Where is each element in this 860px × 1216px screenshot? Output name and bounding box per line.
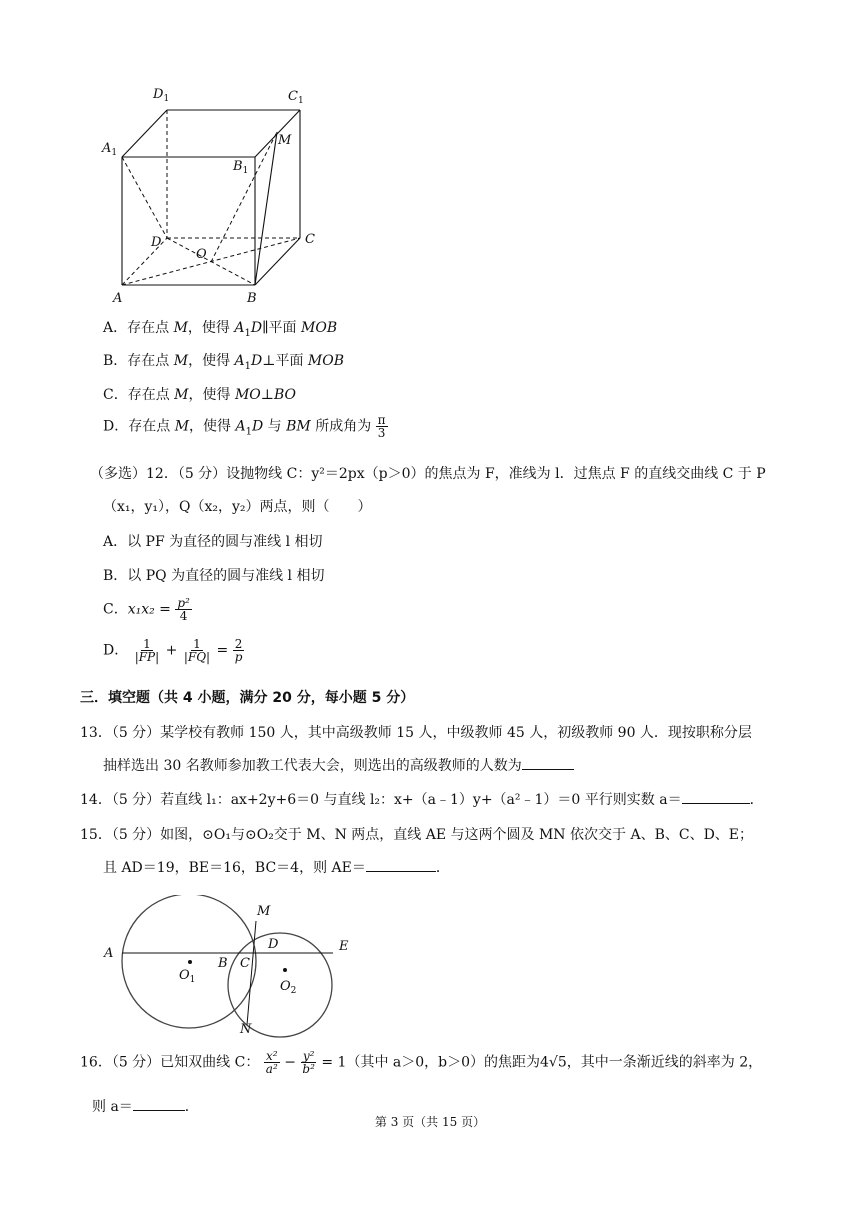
page-footer: 第 3 页（共 15 页） (374, 1115, 486, 1129)
q11-option-b: B．存在点 M，使得 $A_1D\perp$平面 MOB (103, 353, 345, 372)
q11-option-c: C．存在点 M，使得 MO⊥BO (103, 387, 296, 403)
label-o: O (196, 247, 207, 262)
fraction-pi-3: $\frac{\pi}{3}$ (377, 413, 386, 440)
q13-line1: 13．（5 分）某学校有教师 150 人，其中高级教师 15 人，中级教师 45 人，初级教师 90 人．现按职称分层 (80, 725, 752, 741)
fraction-1-fq: $\frac{1}{|FQ|}$ (183, 637, 211, 664)
q12-option-b: B．以 PQ 为直径的圆与准线 l 相切 (103, 568, 325, 584)
label-c: C (305, 232, 315, 247)
q11-option-a: A．存在点 M，使得 $A_1D\parallel$平面 MOB (103, 320, 338, 339)
label-a1: $A_1$ (102, 141, 118, 158)
label-n: N (240, 1022, 252, 1037)
label-a: A (104, 946, 114, 961)
q13-line2: 抽样选出 30 名教师参加教工代表大会，则选出的高级教师的人数为 (103, 755, 574, 775)
cube-figure (95, 80, 335, 310)
q15-line2: 且 AD＝19，BE＝16，BC＝4，则 AE＝ ． (103, 857, 450, 877)
label-b1: $B_1$ (233, 159, 249, 176)
q15-line1: 15．（5 分）如图，⊙O₁与⊙O₂交于 M、N 两点，直线 AE 与这两个圆及 MN 依次交于 A、B、C、D、E； (80, 827, 754, 843)
label-m: M (257, 904, 271, 919)
label-a: A (113, 291, 123, 306)
center-o1-dot (188, 960, 192, 964)
q12-option-c: C．x₁x₂ = $\frac{\text{p²}}{4}$ (103, 596, 190, 623)
fraction-p2-4: $\frac{\text{p²}}{4}$ (177, 596, 190, 623)
q16-line2: 则 a＝ ． (92, 1096, 199, 1116)
q12-line1: （多选）12．（5 分）设抛物线 C：y²＝2px（p＞0）的焦点为 F，准线为 l．过焦点 F 的直线交曲线 C 于 P (90, 466, 766, 482)
answer-blank[interactable] (522, 755, 574, 770)
answer-blank[interactable] (682, 789, 750, 804)
label-b: B (247, 291, 257, 306)
label-e: E (339, 939, 349, 954)
label-c: C (240, 956, 250, 971)
q16-line1: 16．（5 分）已知双曲线 C： $\frac{\text{x²}}{\text{a²}}$ − $\frac{\text{y²}}{\text{b²}}$ = 1（其中 a＞0，b＞0）的焦距为4√5，其中一条渐近线的斜率为 2， (80, 1049, 763, 1076)
answer-blank[interactable] (133, 1096, 185, 1111)
q11-option-d: D．存在点 M，使得 $A_1D$ 与 BM 所成角为 $\frac{\pi}{3}$ (103, 413, 386, 440)
center-o2-dot (283, 968, 287, 972)
section-heading: 三．填空题（共 4 小题，满分 20 分，每小题 5 分） (80, 690, 415, 706)
label-m: M (278, 133, 292, 148)
label-b: B (218, 956, 228, 971)
circles-figure (100, 895, 370, 1040)
fraction-2-p: $\frac{2}{p}$ (234, 637, 243, 664)
label-o2: $O_2$ (280, 979, 297, 996)
q14-line: 14．（5 分）若直线 l₁：ax+2y+6＝0 与直线 l₂：x+（a﹣1）y+（a²﹣1）＝0 平行则实数 a＝ ． (80, 789, 764, 809)
label-d1: $D_1$ (153, 87, 170, 104)
answer-blank[interactable] (366, 857, 436, 872)
label-d: D (151, 235, 162, 250)
label-o1: $O_1$ (179, 968, 196, 985)
fraction-1-fp: $\frac{1}{|FP|}$ (134, 637, 160, 664)
label-c1: $C_1$ (288, 89, 304, 106)
q12-option-a: A．以 PF 为直径的圆与准线 l 相切 (103, 534, 323, 550)
q12-line2: （x₁，y₁），Q（x₂，y₂）两点，则（ ） (103, 499, 372, 515)
label-d: D (268, 937, 279, 952)
fraction-x2-a2: $\frac{\text{x²}}{\text{a²}}$ (265, 1049, 278, 1076)
fraction-y2-b2: $\frac{\text{y²}}{\text{b²}}$ (302, 1049, 315, 1076)
q12-option-d: D． $\frac{1}{|FP|}$ + $\frac{1}{|FQ|}$ = $\frac{2}{p}$ (103, 637, 243, 664)
